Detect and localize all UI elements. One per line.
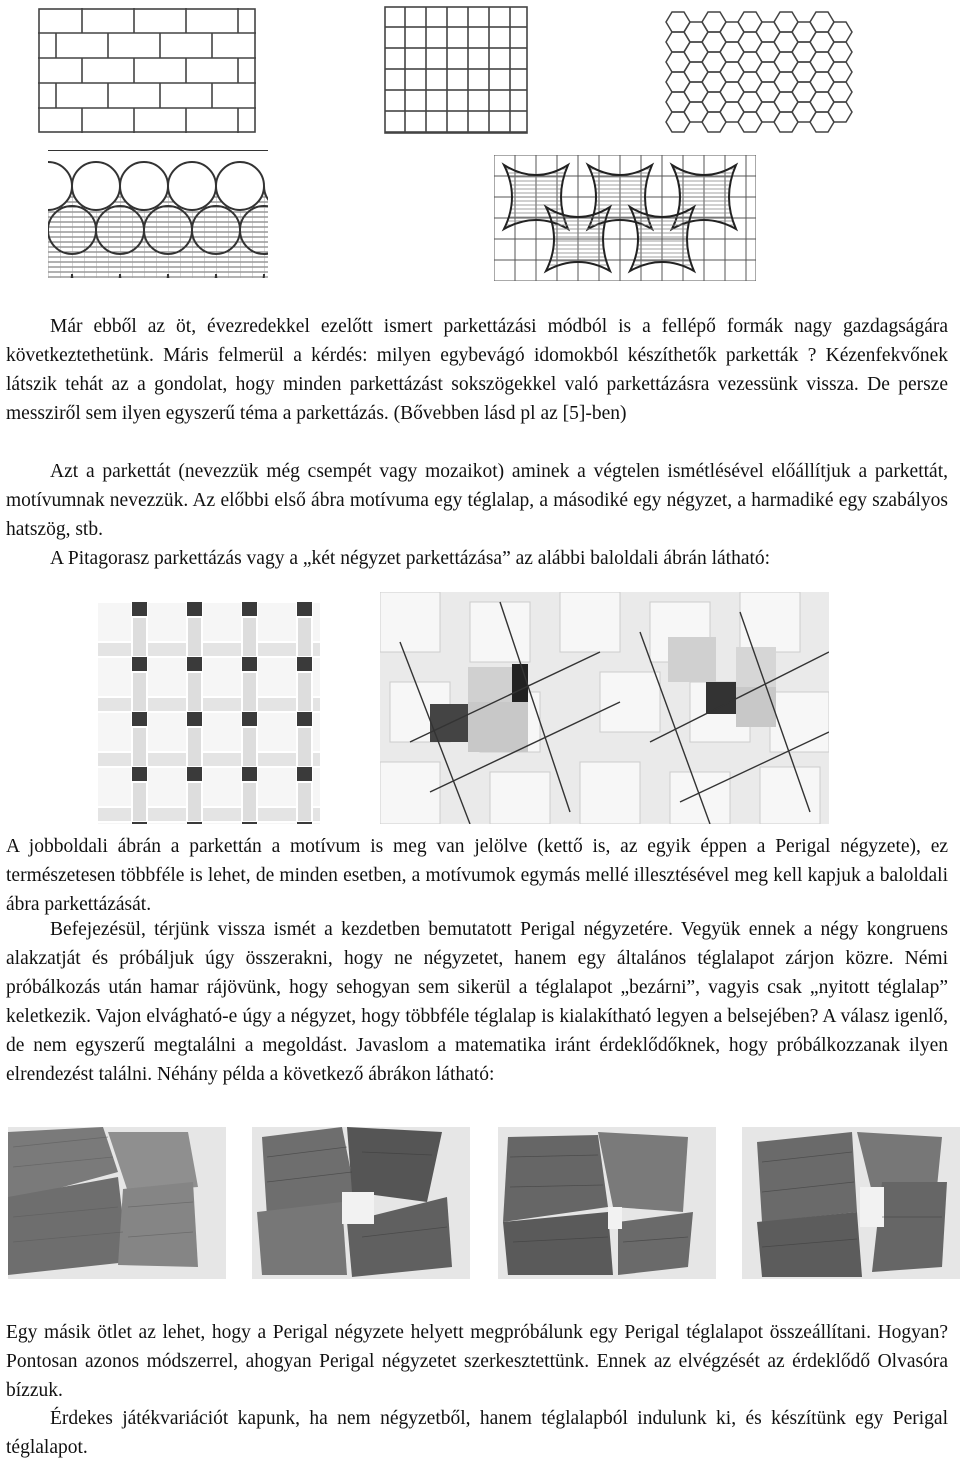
paragraph-variation: Érdekes játékvariációt kapunk, ha nem négyzetből, hanem téglalapból indulunk ki, és készítünk egy Perigal téglalapot. (6, 1408, 948, 1458)
fish-scale-tiling-figure (48, 150, 268, 278)
pythagoras-tiling-figure (98, 602, 320, 824)
square-tiling-figure (384, 6, 528, 134)
curved-tile-figure (494, 155, 756, 281)
tiling-with-motif-figure (380, 592, 829, 824)
paragraph-intro: Már ebből az öt, évezredekkel ezelőtt ismert parkettázási módból is a fellépő formák nagy gazdagságára következtethetünk. Máris felmerül a kérdés: milyen egybevágó idomokból készíthetők parketták ? Kézenfekvőnek látszik tehát az a gondolat, hogy minden parkettázást sokszögekkel való parkettázásra vezessünk vissza. De persze messziről sem ilyen egyszerű téma a parkettázás. (Bővebben lásd pl az [5]-ben) (6, 316, 948, 424)
paragraph-pythagoras: A Pitagorasz parkettázás vagy a „két négyzet parkettázása” az alábbi baloldali ábrán látható: (50, 548, 771, 569)
wooden-puzzle-photo-4 (742, 1127, 960, 1279)
paragraph-right-figure: A jobboldali ábrán a parkettán a motívum is meg van jelölve (kettő is, az egyik éppen a Perigal négyzete), ez természetesen többféle is lehet, de minden esetben, a motívumok egymás mellé illesztésével meg kell kapjuk a baloldali ábra parkettázását. (6, 836, 948, 915)
paragraph-conclusion: Befejezésül, térjünk vissza ismét a kezdetben bemutatott Perigal négyzetére. Vegyük ennek a négy kongruens alakzatját és próbáljuk úgy összerakni, hogy ne négyzetet, hanem egy általános téglalapot zárjon közre. Némi próbálkozás után hamar rájövünk, hogy sehogyan sem sikerül a téglalapot „bezárni”, vagyis csak „nyitott téglalap” keletkezik. Vajon elvágható-e úgy a négyzet, hogy többféle téglalap is kialakítható legyen a belsejében? A válasz igenlő, de nem egyszerű megtalálni a megoldást. Javaslom a matematika iránt érdeklődőknek, hogy próbálkozzanak ilyen elrendezést találni. Néhány példa a következő ábrákon látható: (6, 919, 948, 1085)
brick-tiling-figure (38, 8, 256, 133)
paragraph-rectangle-idea: Egy másik ötlet az lehet, hogy a Perigal négyzete helyett megpróbálunk egy Perigal téglalapot összeállítani. Hogyan? Pontosan azonos módszerrel, ahogyan Perigal négyzetet szerkesztettünk. Ennek az elvégzését az érdeklődő Olvasóra bízzuk. (6, 1322, 948, 1401)
wooden-puzzle-photo-1 (8, 1127, 226, 1279)
wooden-puzzle-photo-2 (252, 1127, 470, 1279)
hexagon-tiling-figure (662, 8, 862, 136)
paragraph-motif: Azt a parkettát (nevezzük még csempét vagy mozaikot) aminek a végtelen ismétlésével előállítjuk a parkettát, motívumnak nevezzük. Az előbbi első ábra motívuma egy téglalap, a másodiké egy négyzet, a harmadiké egy szabályos hatszög, stb. (6, 461, 948, 540)
wooden-puzzle-photo-3 (498, 1127, 716, 1279)
